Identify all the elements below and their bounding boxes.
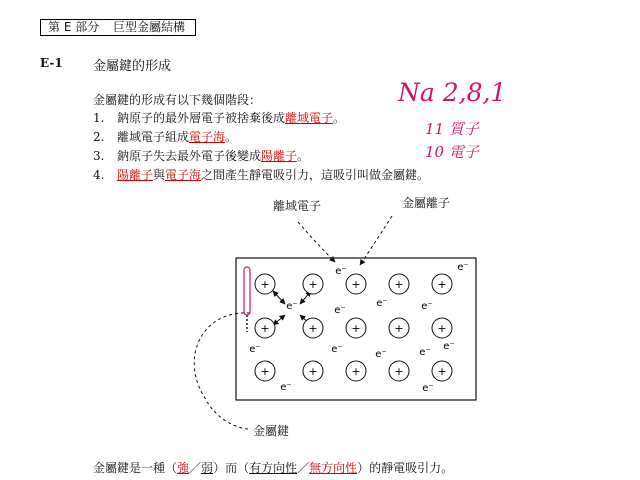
electron-symbol: e⁻ [457, 262, 469, 273]
pen-mark [244, 267, 250, 332]
summary-mid: ）而（ [213, 461, 250, 475]
electron-symbol: e⁻ [280, 382, 292, 393]
step-pre: 鈉原子失去最外電子後變成 [117, 149, 262, 163]
handwritten-note: 11 質子 [425, 120, 479, 138]
section-code: E-1 [40, 56, 63, 70]
intro-text: 金屬鍵的形成有以下幾個階段： [93, 93, 262, 107]
cation-symbol: + [437, 278, 447, 291]
electron-symbol: e⁻ [422, 383, 434, 394]
electron-symbol: e⁻ [334, 305, 346, 316]
step-number: 4. [93, 168, 105, 182]
cation-symbol: + [437, 365, 447, 378]
cation-symbol: + [351, 322, 361, 335]
part-title: 巨型金屬結構 [113, 20, 186, 34]
electron-symbol: e⁻ [331, 344, 343, 355]
electron-symbol: e⁻ [335, 266, 347, 277]
handwritten-note: Na 2,8,1 [398, 78, 507, 107]
step-mid: 與 [153, 168, 166, 182]
summary-sep: ／ [189, 461, 202, 475]
pointer-to-bond [194, 313, 250, 429]
attraction-arrow [273, 315, 285, 325]
cation-symbol: + [394, 278, 404, 291]
cation-symbol: + [351, 365, 361, 378]
step-number: 3. [93, 149, 105, 163]
cation-symbol: + [308, 278, 318, 291]
step-post: 。 [297, 149, 310, 163]
cation-symbol: + [260, 278, 270, 291]
cation-symbol: + [260, 322, 270, 335]
keyword-electron-sea: 電子海 [189, 130, 226, 144]
electron-symbol: e⁻ [249, 344, 261, 355]
keyword-electron-sea: 電子海 [165, 168, 202, 182]
section-title: 金屬鍵的形成 [93, 59, 172, 74]
cation-symbol: + [351, 278, 361, 291]
summary-pre: 金屬鍵是一種（ [93, 461, 178, 475]
electron-symbol: e⁻ [376, 298, 388, 309]
electron-symbol: e⁻ [286, 301, 298, 312]
cation-symbol: + [260, 365, 270, 378]
electron-symbol: e⁻ [443, 341, 455, 352]
step-number: 1. [93, 111, 105, 125]
electron-symbol: e⁻ [419, 347, 431, 358]
electron-symbol: e⁻ [421, 301, 433, 312]
pointer-to-electron [298, 222, 335, 262]
step-number: 2. [93, 130, 105, 144]
step-pre: 鈉原子的最外層電子被捨棄後成 [117, 111, 286, 125]
handwritten-note: 10 電子 [425, 143, 479, 161]
step-post: 。 [333, 111, 346, 125]
part-label: 第 E 部分 [48, 20, 100, 34]
step-pre: 離域電子組成 [117, 130, 190, 144]
cation-symbol: + [308, 365, 318, 378]
summary-sep: ／ [297, 461, 310, 475]
summary-post: ）的靜電吸引力。 [357, 461, 454, 475]
option-directional: 有方向性 [249, 461, 298, 475]
keyword-cation: 陽離子 [261, 149, 298, 163]
electron-symbol: e⁻ [375, 349, 387, 360]
option-strong: 強 [177, 461, 190, 475]
cation-symbol: + [437, 322, 447, 335]
cation-symbol: + [308, 322, 318, 335]
cation-symbol: + [394, 322, 404, 335]
label-metal-ion: 金屬離子 [402, 196, 451, 210]
cation-symbol: + [394, 365, 404, 378]
keyword-cation: 陽離子 [117, 168, 154, 182]
attraction-arrow [273, 291, 285, 304]
label-delocalized-electron: 離域電子 [273, 199, 322, 213]
step-post: 之間產生靜電吸引力，這吸引叫做金屬鍵。 [201, 168, 430, 182]
keyword-delocalized-electrons: 離域電子 [285, 111, 334, 125]
option-non-directional: 無方向性 [309, 461, 358, 475]
summary-question [93, 459, 453, 476]
label-metallic-bond: 金屬鍵 [253, 424, 290, 438]
step-post: 。 [225, 130, 238, 144]
option-weak: 弱 [201, 461, 214, 475]
